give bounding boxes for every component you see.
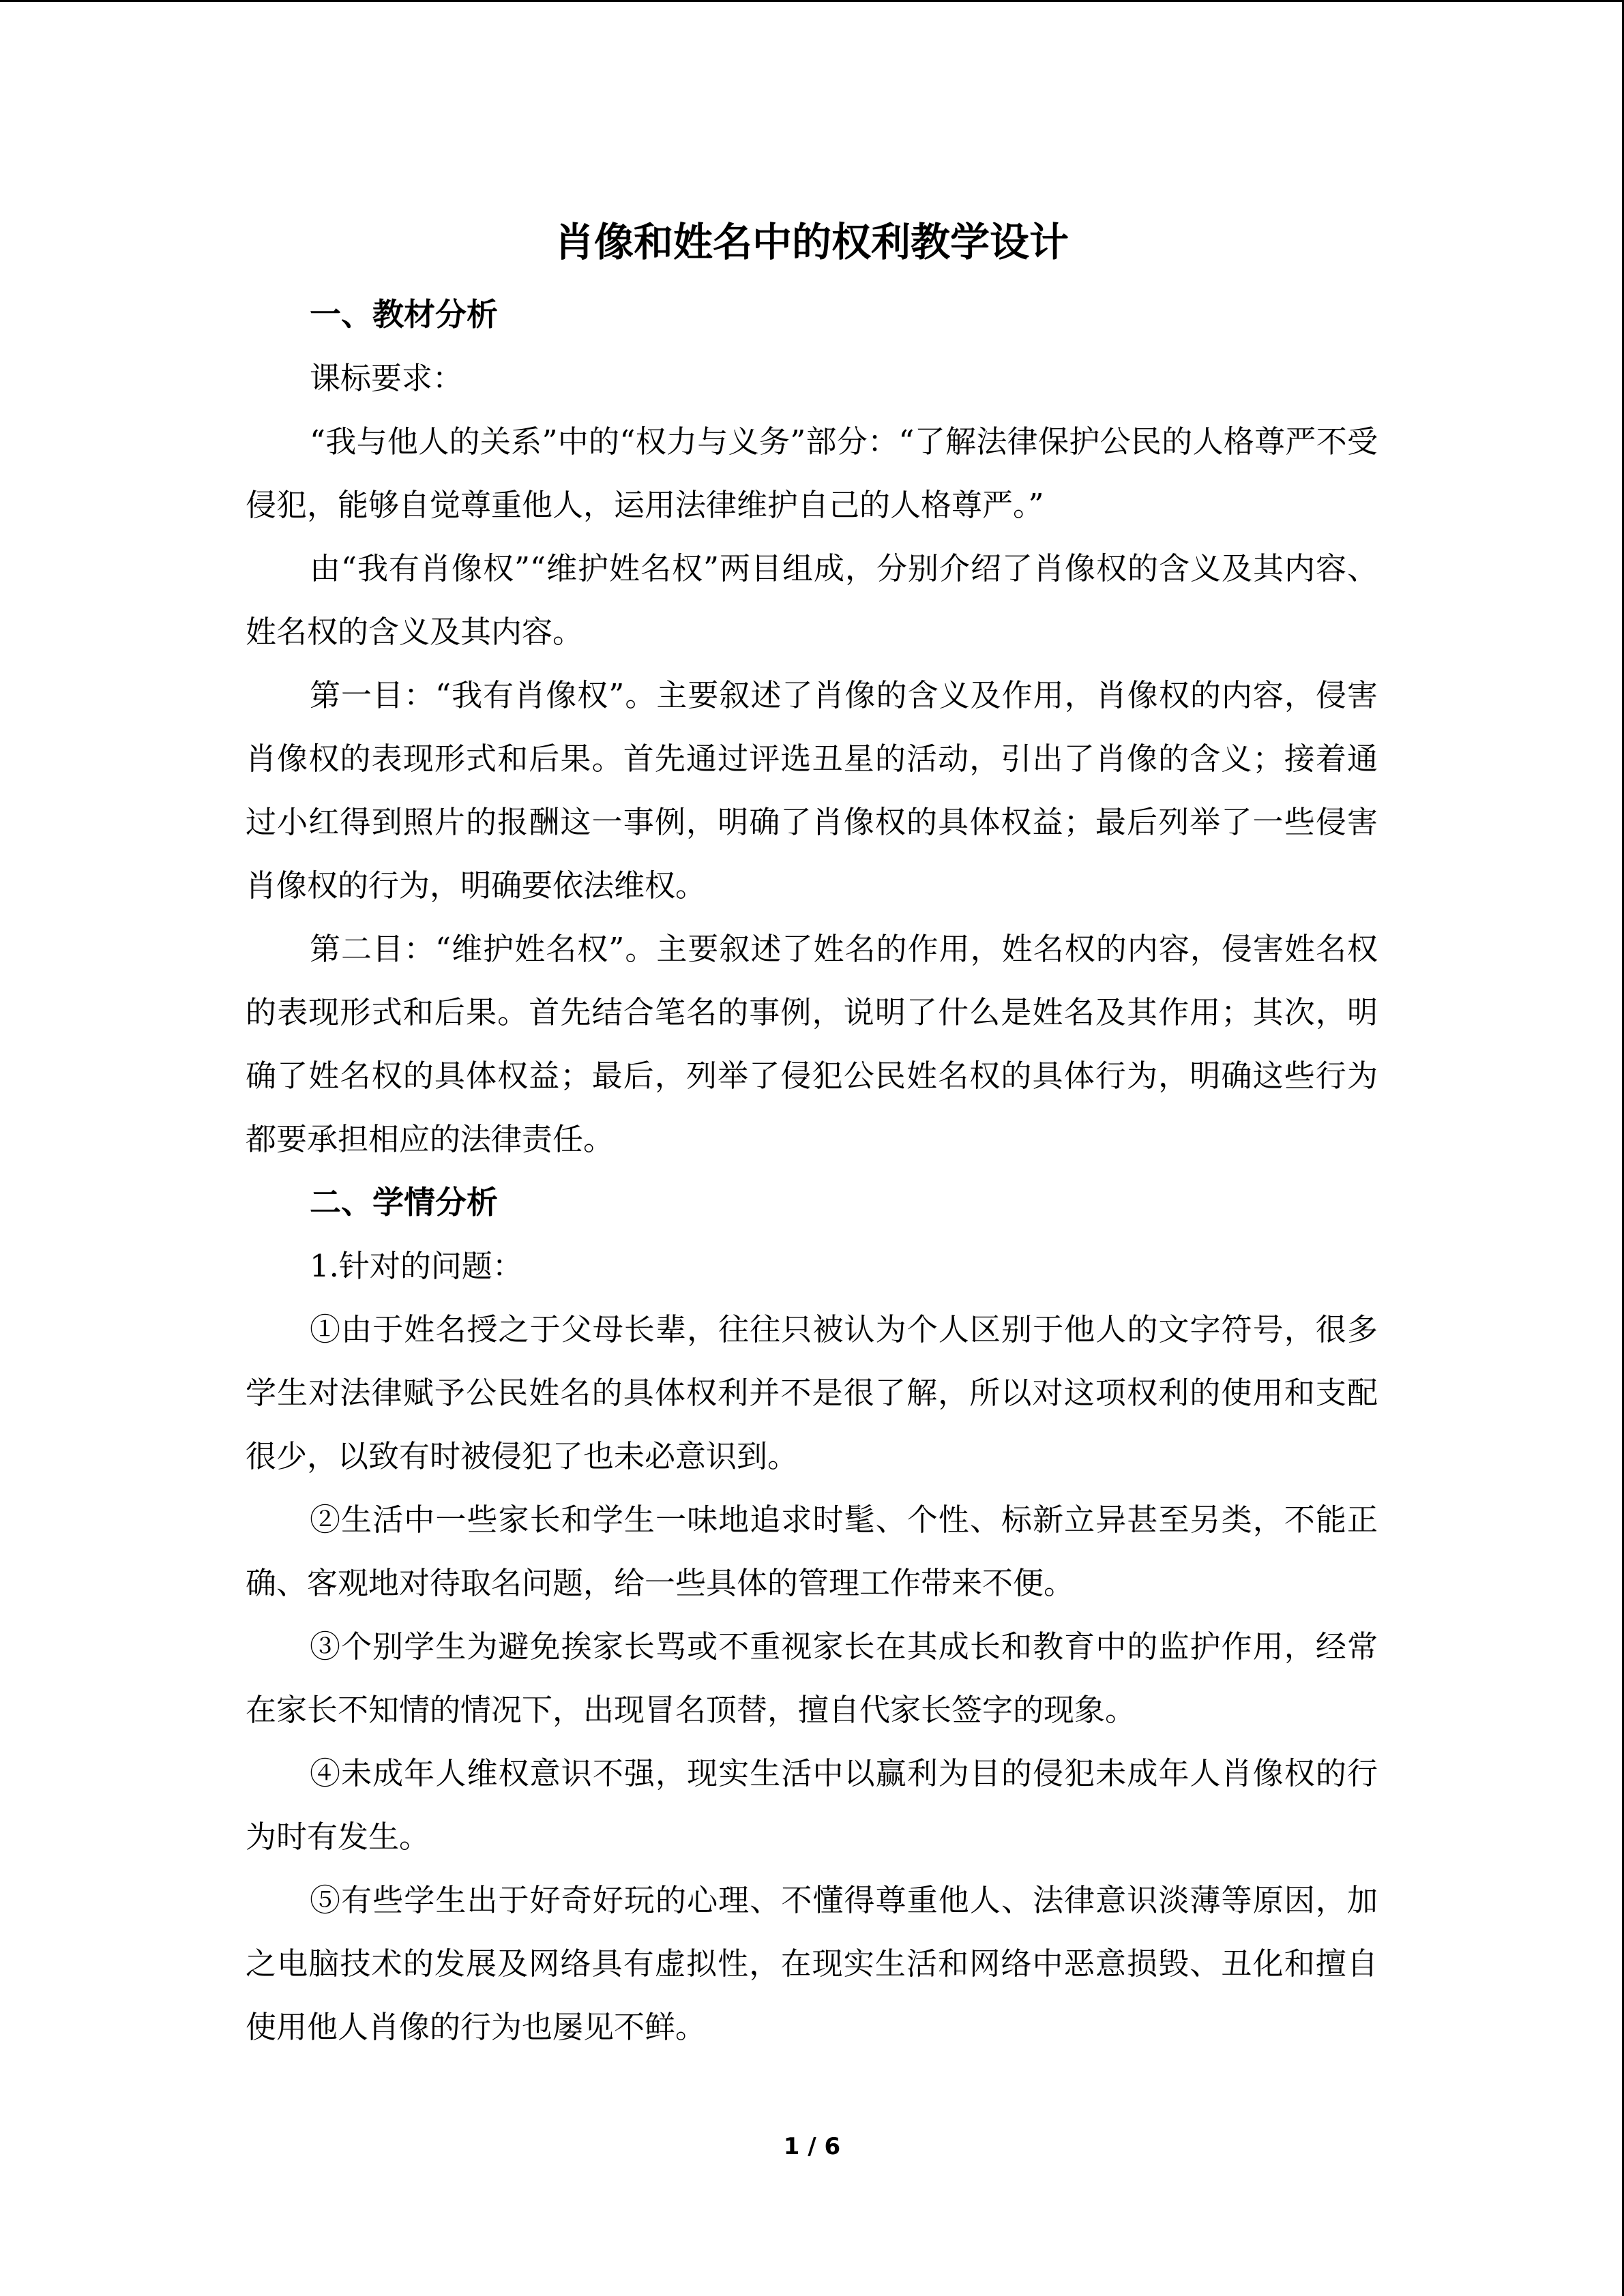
page-number: 1 / 6 [783,2133,841,2160]
section-heading-textbook-analysis: 一、教材分析 [310,296,498,333]
paragraph-issue-5: ⑤有些学生出于好奇好玩的心理、不懂得尊重他人、法律意识淡薄等原因，加之电脑技术的发展及网络具有虚拟性，在现实生活和网络中恶意损毁、丑化和擅自使用他人肖像的行为也屡见不鲜。 [246,1882,1378,2045]
paragraph-targeted-issues-label: 1.针对的问题： [310,1248,523,1284]
paragraph-issue-3: ③个别学生为避免挨家长骂或不重视家长在其成长和教育中的监护作用，经常在家长不知情的情况下，出现冒名顶替，擅自代家长签字的现象。 [246,1628,1378,1728]
paragraph-curriculum-requirement-label: 课标要求： [310,360,464,396]
paragraph-composition: 由“我有肖像权”“维护姓名权”两目组成，分别介绍了肖像权的含义及其内容、姓名权的含义及其内容。 [246,550,1378,650]
paragraph-issue-4: ④未成年人维权意识不强，现实生活中以赢利为目的侵犯未成年人肖像权的行为时有发生。 [246,1755,1378,1855]
document-body [246,207,1378,2059]
page-title: 肖像和姓名中的权利教学设计 [554,219,1069,265]
section-heading-student-analysis: 二、学情分析 [310,1184,498,1221]
paragraph-curriculum-quote: “我与他人的关系”中的“权力与义务”部分：“了解法律保护公民的人格尊严不受侵犯，能够自觉尊重他人，运用法律维护自己的人格尊严。” [246,423,1378,523]
paragraph-second-item: 第二目：“维护姓名权”。主要叙述了姓名的作用，姓名权的内容，侵害姓名权的表现形式和后果。首先结合笔名的事例，说明了什么是姓名及其作用；其次，明确了姓名权的具体权益；最后，列举了侵犯公民姓名权的具体行为，明确这些行为都要承担相应的法律责任。 [246,931,1378,1157]
paragraph-issue-1: ①由于姓名授之于父母长辈，往往只被认为个人区别于他人的文字符号，很多学生对法律赋予公民姓名的具体权利并不是很了解，所以对这项权利的使用和支配很少，以致有时被侵犯了也未必意识到。 [246,1311,1378,1474]
paragraph-first-item: 第一目：“我有肖像权”。主要叙述了肖像的含义及作用，肖像权的内容，侵害肖像权的表现形式和后果。首先通过评选丑星的活动，引出了肖像的含义；接着通过小红得到照片的报酬这一事例，明确了肖像权的具体权益；最后列举了一些侵害肖像权的行为，明确要依法维权。 [246,677,1378,904]
paragraph-issue-2: ②生活中一些家长和学生一味地追求时髦、个性、标新立异甚至另类，不能正确、客观地对待取名问题，给一些具体的管理工作带来不便。 [246,1502,1378,1601]
